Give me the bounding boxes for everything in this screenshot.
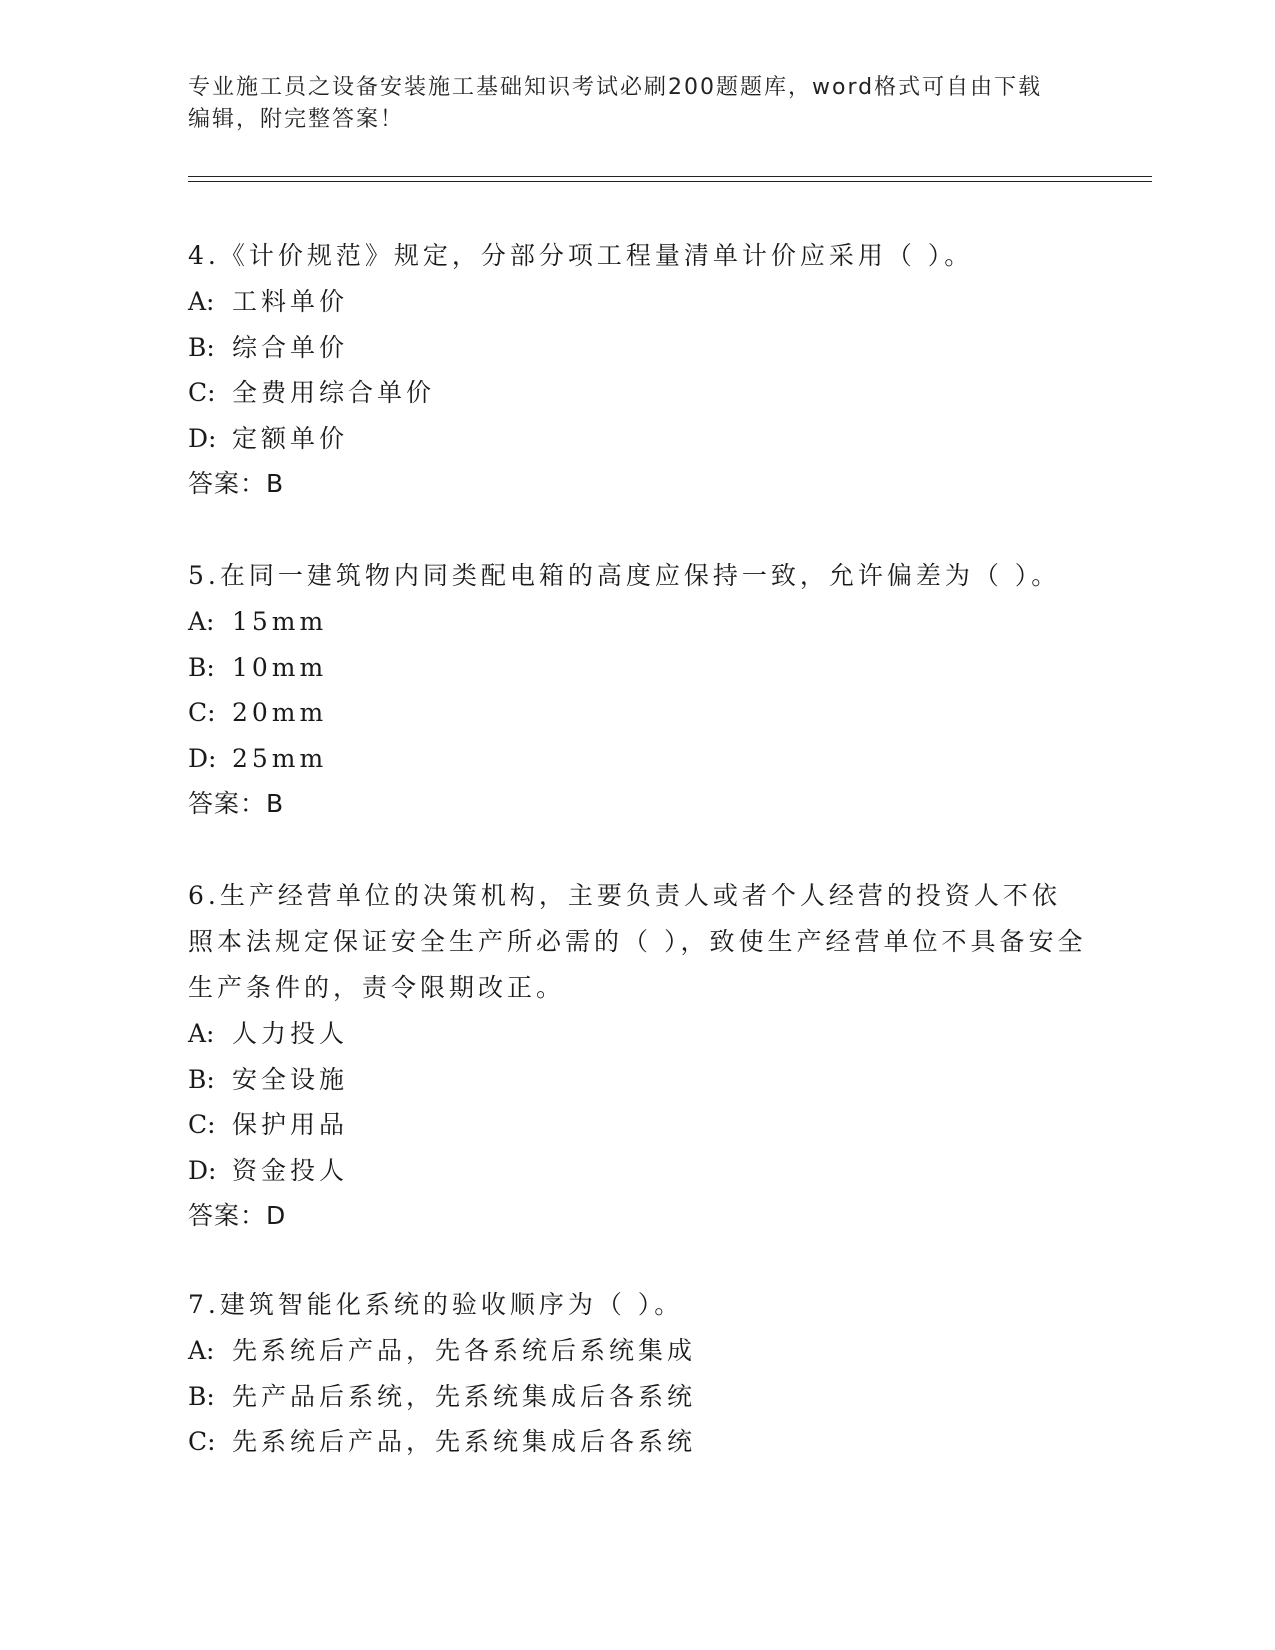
- option-key: B:: [188, 332, 215, 362]
- option-b: [188, 1057, 1088, 1103]
- document-header: [188, 72, 1088, 136]
- option-key: B:: [188, 1064, 215, 1094]
- option-text: 先系统后产品，先系统集成后各系统: [232, 1427, 697, 1456]
- option-b: [188, 325, 1088, 371]
- option-key: A:: [188, 287, 215, 316]
- option-key: A:: [188, 607, 215, 636]
- option-a: [188, 1011, 1088, 1057]
- option-c: [188, 370, 1088, 416]
- option-key: B:: [188, 1381, 215, 1411]
- option-d: [188, 736, 1088, 782]
- option-text: 10mm: [232, 652, 328, 682]
- option-text: 先系统后产品，先各系统后系统集成: [232, 1336, 697, 1365]
- header-line-1: 专业施工员之设备安装施工基础知识考试必刷200题题库，word格式可自由下载: [188, 75, 1043, 100]
- option-key: D:: [188, 1155, 217, 1185]
- question-6: [188, 873, 1088, 1238]
- option-c: [188, 1419, 1088, 1465]
- question-4: [188, 233, 1088, 506]
- option-text: 20mm: [232, 698, 328, 727]
- header-divider-top: [188, 176, 1152, 177]
- option-text: 定额单价: [232, 423, 349, 453]
- question-5: [188, 553, 1088, 826]
- option-d: [188, 1148, 1088, 1194]
- option-text: 保护用品: [232, 1110, 349, 1139]
- option-a: [188, 599, 1088, 645]
- option-key: C:: [188, 698, 216, 727]
- option-b: [188, 645, 1088, 691]
- option-key: A:: [188, 1019, 215, 1048]
- question-7: [188, 1282, 1088, 1465]
- answer-line: 答案：B: [188, 789, 285, 818]
- option-text: 工料单价: [232, 287, 349, 316]
- option-a: [188, 1328, 1088, 1374]
- answer-line: 答案：D: [188, 1201, 287, 1230]
- option-key: C:: [188, 1427, 216, 1456]
- option-key: C:: [188, 378, 216, 407]
- option-text: 资金投人: [232, 1155, 349, 1185]
- option-text: 人力投人: [232, 1019, 349, 1048]
- question-stem: 5.在同一建筑物内同类配电箱的高度应保持一致，允许偏差为（ ）。: [188, 561, 1061, 590]
- option-text: 25mm: [232, 743, 328, 773]
- option-text: 全费用综合单价: [232, 378, 436, 407]
- question-stem: 6.生产经营单位的决策机构，主要负责人或者个人经营的投资人不依照本法规定保证安全生产所必需的（ ），致使生产经营单位不具备安全生产条件的，责令限期改正。: [188, 881, 1087, 1002]
- option-d: [188, 416, 1088, 462]
- option-a: [188, 279, 1088, 325]
- option-key: C:: [188, 1110, 216, 1139]
- header-divider-bottom: [188, 181, 1152, 182]
- option-c: [188, 690, 1088, 736]
- answer-line: 答案：B: [188, 469, 285, 498]
- option-key: D:: [188, 743, 217, 773]
- option-text: 15mm: [232, 607, 328, 636]
- option-key: D:: [188, 423, 217, 453]
- header-line-2: 编辑，附完整答案！: [188, 107, 405, 132]
- option-c: [188, 1102, 1088, 1148]
- option-text: 综合单价: [232, 332, 349, 362]
- option-key: A:: [188, 1336, 215, 1365]
- question-stem: 7.建筑智能化系统的验收顺序为（ ）。: [188, 1290, 684, 1319]
- option-b: [188, 1374, 1088, 1420]
- option-text: 安全设施: [232, 1064, 349, 1094]
- question-stem: 4.《计价规范》规定，分部分项工程量清单计价应采用（ ）。: [188, 241, 974, 270]
- option-text: 先产品后系统，先系统集成后各系统: [232, 1381, 697, 1411]
- option-key: B:: [188, 652, 215, 682]
